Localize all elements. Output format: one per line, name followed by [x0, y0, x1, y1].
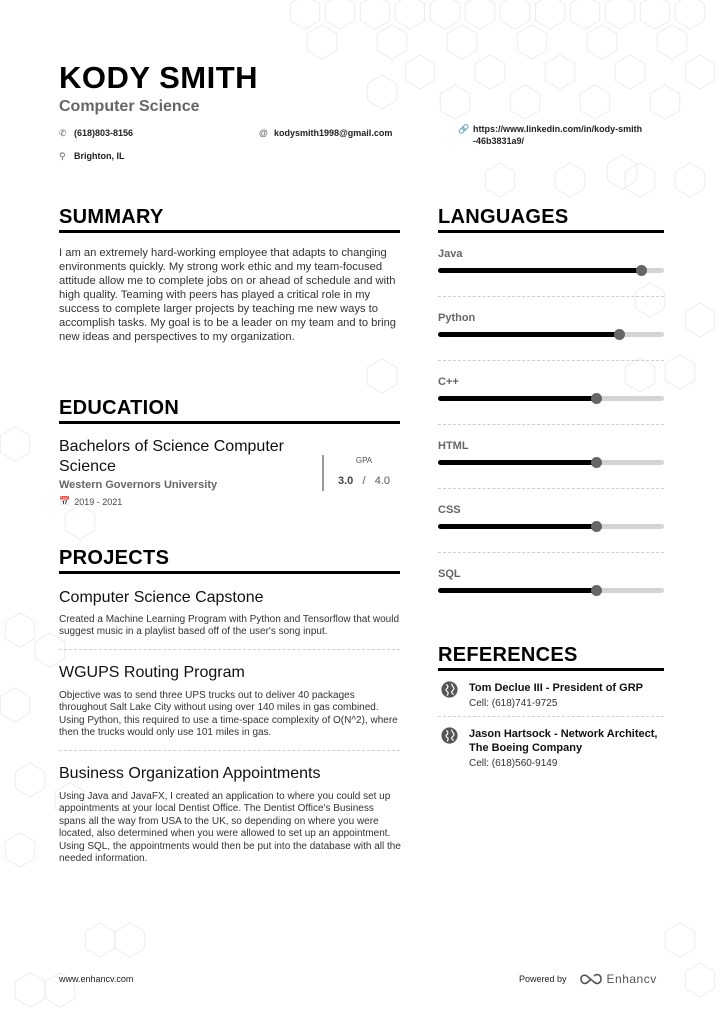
language-level-knob [591, 521, 602, 532]
calendar-icon: 📅 [59, 496, 71, 506]
linkedin-text[interactable]: https://www.linkedin.com/in/kody-smith-46b3831a9/ [473, 124, 643, 146]
summary-text: I am an extremely hard-working employee that adapts to changing environments quickly. My strong work ethic and my team-focused attitude allow me to complete jobs on or ahead of schedule and with high quality. Teaming with peers has played a critical role in my success to complete larger projects by teaching me new ways to accomplish tasks. My goal is to be a leader on my team and to bring new ideas and perspectives to my organization. [59, 247, 397, 343]
reference-divider [438, 716, 664, 717]
enhancv-logo-icon [579, 972, 603, 986]
at-icon: @ [259, 128, 268, 138]
reference-cell: Cell: (618)560-9149 [469, 758, 558, 769]
enhancv-logo[interactable] [579, 972, 657, 986]
language-name: C++ [438, 376, 459, 388]
language-level-bar [438, 396, 664, 401]
languages-heading: LANGUAGES [438, 206, 664, 233]
candidate-name: KODY SMITH [59, 60, 259, 95]
language-level-bar [438, 588, 664, 593]
project-title: Business Organization Appointments [59, 765, 321, 782]
location-pin-icon: ⚲ [59, 151, 66, 161]
language-divider [438, 488, 664, 489]
contact-linkedin[interactable] [458, 123, 646, 147]
language-divider [438, 424, 664, 425]
footer-branding [519, 972, 657, 986]
project-title: Computer Science Capstone [59, 589, 264, 606]
education-dates-text: 2019 - 2021 [74, 496, 123, 507]
language-name: SQL [438, 568, 461, 580]
language-level-fill [438, 396, 596, 401]
language-level-bar [438, 460, 664, 465]
project-divider [59, 649, 400, 650]
education-degree: Bachelors of Science Computer Science [59, 438, 284, 475]
language-level-fill [438, 332, 619, 337]
contact-email[interactable] [259, 128, 392, 138]
project-divider [59, 750, 400, 751]
language-name: Java [438, 248, 463, 260]
reference-name: Tom Declue III - President of GRP [469, 682, 643, 694]
gpa-value [324, 475, 404, 487]
references-heading: REFERENCES [438, 644, 664, 671]
projects-heading: PROJECTS [59, 547, 400, 574]
language-level-knob [591, 585, 602, 596]
project-description: Objective was to send three UPS trucks out to deliver 40 packages throughout Salt Lake City without using over 140 miles in gas combined. Using Python, this required to use a time-space complexity of O(N^2), where then the trucks would only use 101 miles in gas. [59, 690, 398, 739]
language-level-fill [438, 524, 596, 529]
language-name: HTML [438, 440, 469, 452]
language-level-fill [438, 460, 596, 465]
language-divider [438, 296, 664, 297]
language-name: CSS [438, 504, 461, 516]
link-icon: 🔗 [458, 124, 470, 134]
language-divider [438, 360, 664, 361]
language-level-bar [438, 332, 664, 337]
project-description: Created a Machine Learning Program with Python and Tensorflow that would suggest music in a playlist based off of the user's song input. [59, 614, 400, 638]
language-divider [438, 552, 664, 553]
contact-location [59, 151, 125, 162]
education-heading: EDUCATION [59, 397, 400, 424]
language-level-knob [614, 329, 625, 340]
gpa-score: 3.0 [338, 475, 354, 487]
language-level-fill [438, 588, 596, 593]
reference-cell: Cell: (618)741-9725 [469, 698, 558, 709]
language-level-bar [438, 524, 664, 529]
project-title: WGUPS Routing Program [59, 664, 245, 681]
enhancv-brand-text: Enhancv [606, 972, 657, 986]
candidate-title: Computer Science [59, 98, 200, 115]
location-text: Brighton, IL [74, 151, 125, 161]
gpa-label: GPA [355, 456, 373, 465]
language-name: Python [438, 312, 476, 324]
language-level-knob [636, 265, 647, 276]
language-level-knob [591, 457, 602, 468]
footer-website[interactable]: www.enhancv.com [59, 974, 134, 984]
project-description: Using Java and JavaFX, I created an application to where you could set up appointments at your local Dentist Office. The Dentist Office's Business spans all the way from USA to the UK, so depending on where you were located, also determined when you were allowed to set up an appointment. Using SQL, the appointments would then be put into the database with all the needed information. [59, 791, 401, 865]
globe-icon [441, 681, 458, 698]
education-school: Western Governors University [59, 479, 218, 491]
language-level-fill [438, 268, 641, 273]
reference-name: Jason Hartsock - Network Architect, The Boeing Company [469, 728, 658, 754]
phone-icon: ✆ [59, 128, 67, 138]
contact-phone [59, 128, 133, 139]
education-dates [59, 496, 122, 507]
gpa-box [322, 455, 404, 491]
phone-text: (618)803-8156 [74, 128, 134, 138]
email-text[interactable]: kodysmith1998@gmail.com [274, 128, 393, 138]
language-level-bar [438, 268, 664, 273]
language-level-knob [591, 393, 602, 404]
gpa-max: 4.0 [374, 475, 390, 487]
gpa-separator: / [362, 475, 366, 487]
summary-heading: SUMMARY [59, 206, 400, 233]
globe-icon [441, 727, 458, 744]
powered-by-text: Powered by [519, 974, 567, 984]
